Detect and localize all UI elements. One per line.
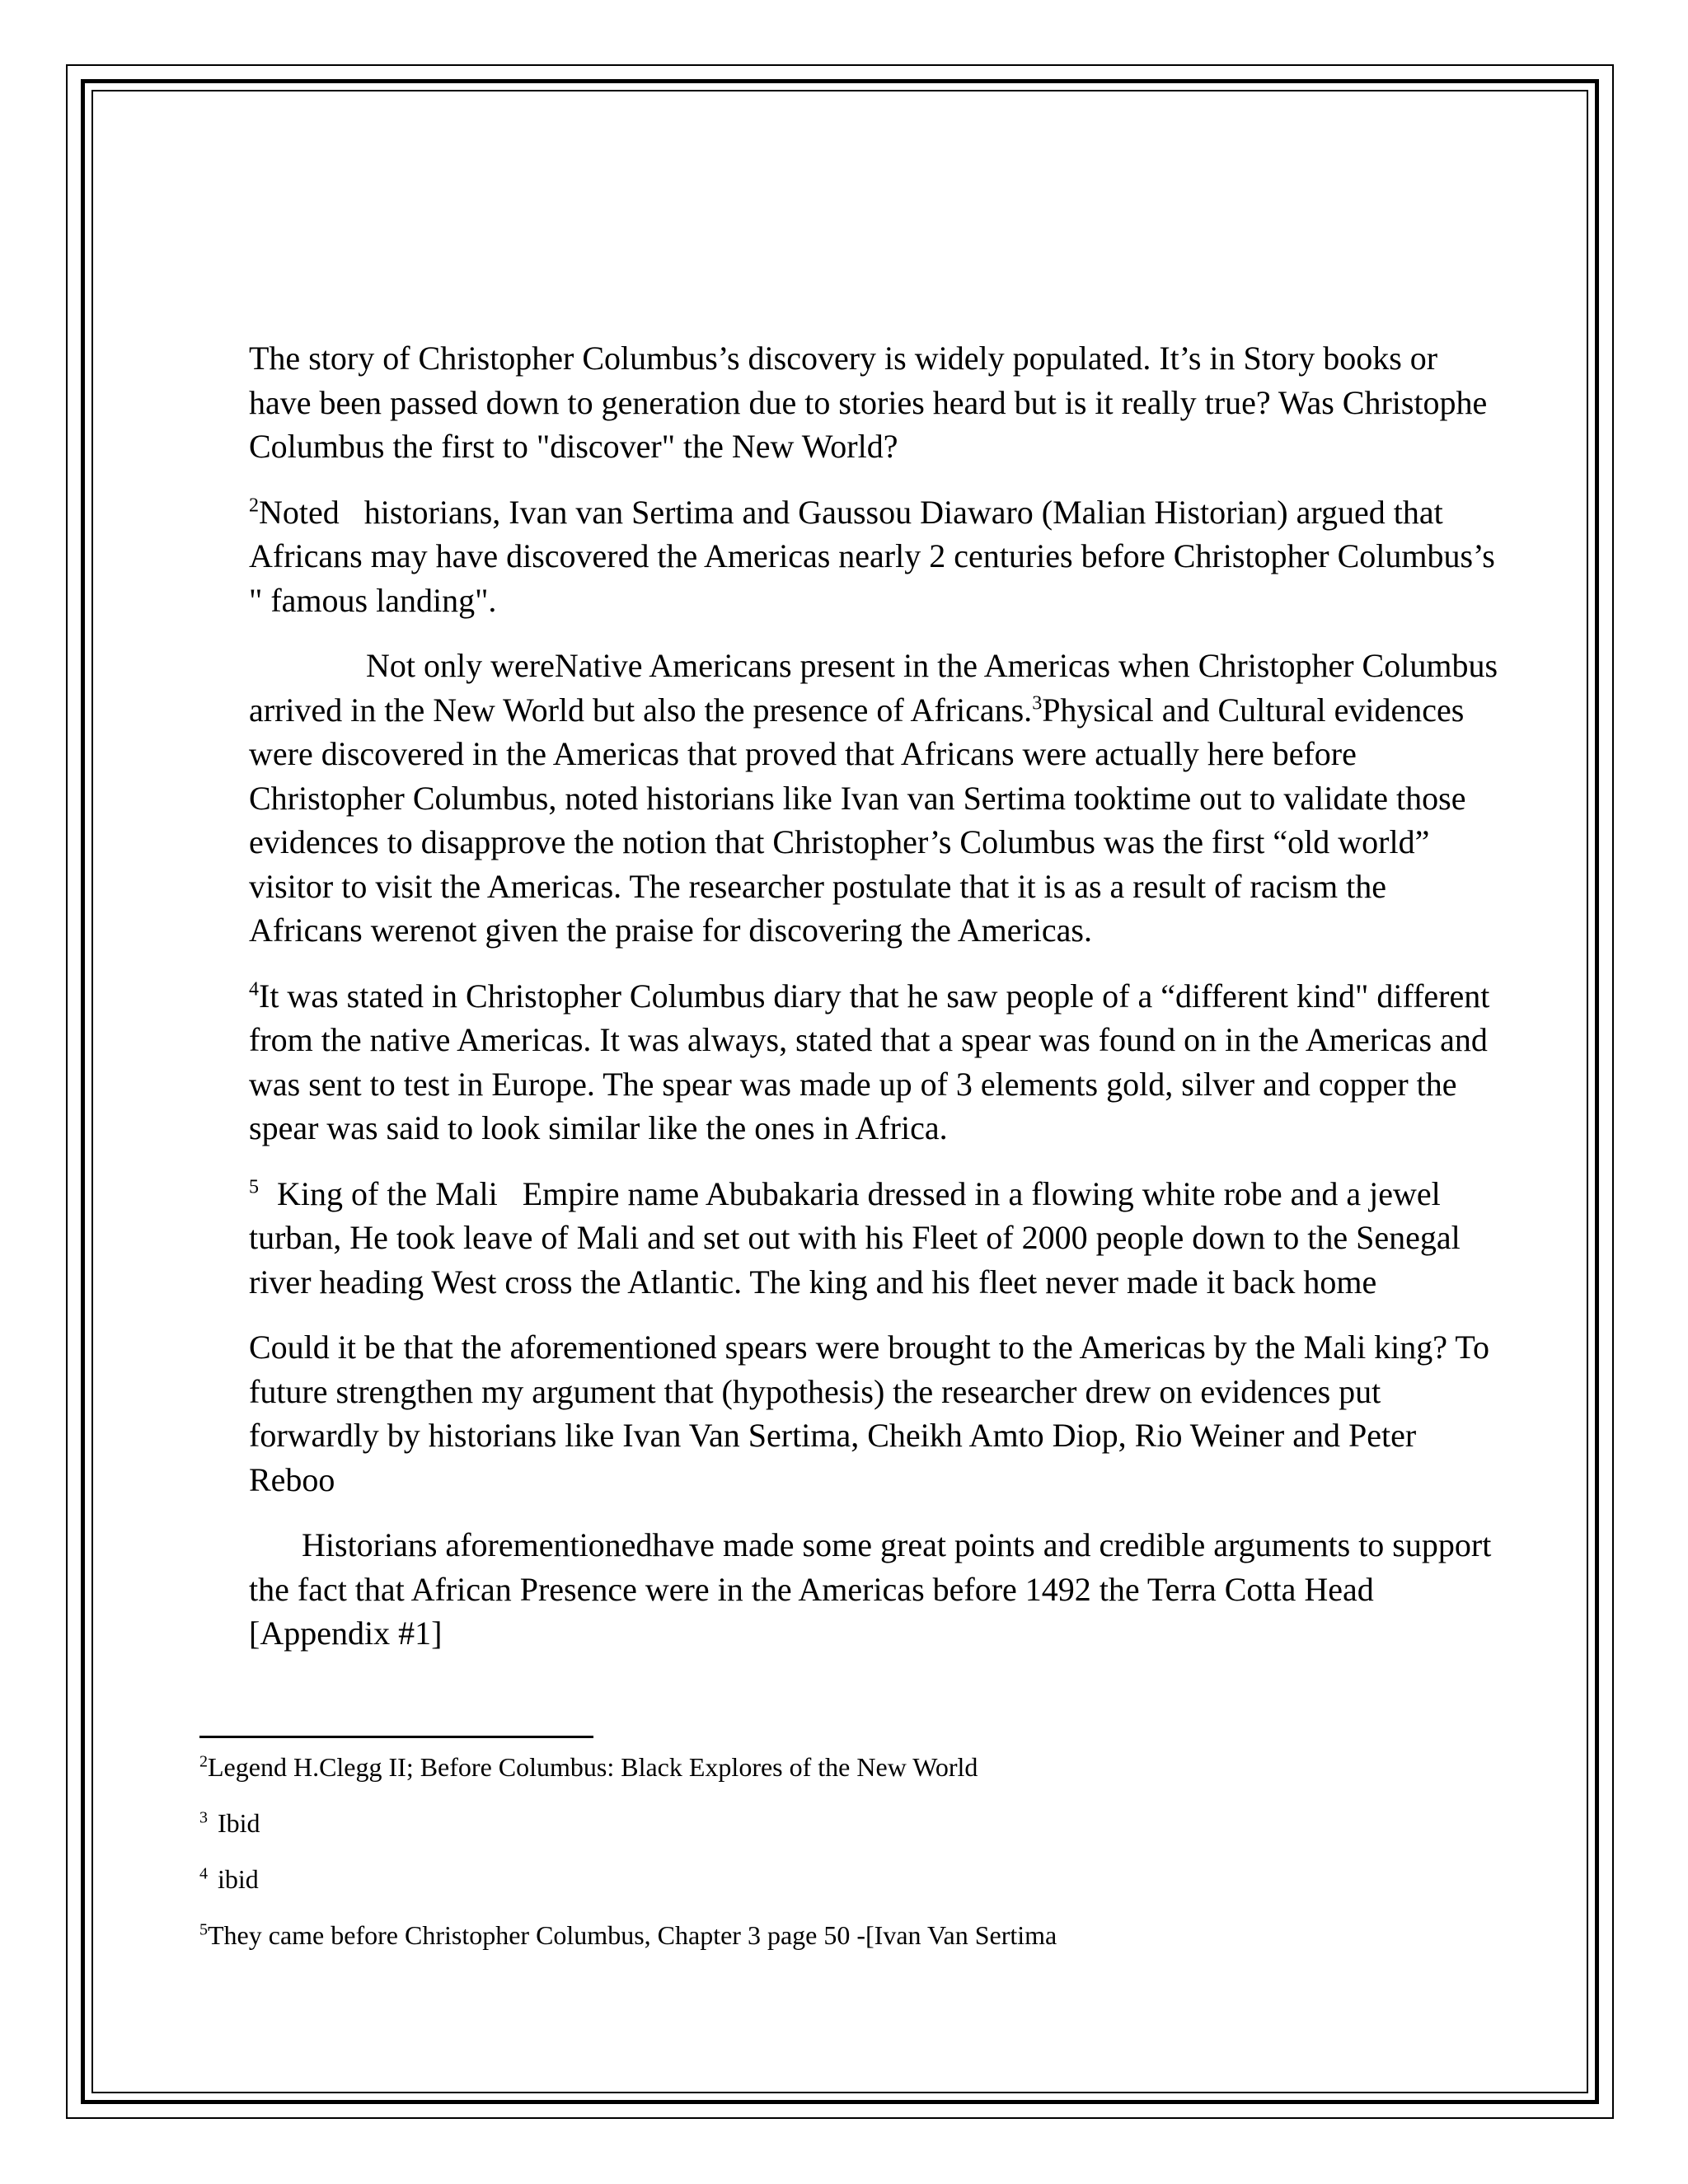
footnote-number: 2 bbox=[199, 1752, 208, 1771]
footnote-separator bbox=[199, 1736, 593, 1738]
paragraph-2 bbox=[249, 490, 1502, 623]
paragraph-5-text: King of the Mali Empire name Abubakaria dressed in a flowing white robe and a jewel turban, He took leave of Mali and set out with his Fleet of 2000 people down to the Senegal river heading West cross the Atlantic. The king and his fleet never made it back home bbox=[249, 1174, 1469, 1301]
paragraph-2-text: Noted historians, Ivan van Sertima and Gaussou Diawaro (Malian Historian) argued that Africans may have discovered the Americas nearly 2 centuries before Christopher Columbus’s " famous landing". bbox=[249, 493, 1503, 619]
footnote-number: 4 bbox=[199, 1864, 208, 1883]
footnote-text: ibid bbox=[218, 1864, 259, 1894]
footnote-3 bbox=[199, 1805, 1436, 1841]
footnote-text: Ibid bbox=[218, 1808, 260, 1838]
footnote-2 bbox=[199, 1749, 1436, 1785]
paragraph-1-text: The story of Christopher Columbus’s discovery is widely populated. It’s in Story books or have been passed down to generation due to stories heard but is it really true? Was Christophe Columbus the first to "discover" the New World? bbox=[249, 340, 1488, 465]
footnote-5 bbox=[199, 1917, 1436, 1953]
footnote-ref-2: 2 bbox=[249, 494, 259, 517]
footnote-ref-4: 4 bbox=[249, 978, 259, 1001]
paragraph-6-text: Could it be that the aforementioned spears were brought to the Americas by the Mali king? To future strengthen my argument that (hypothesis) the researcher drew on evidences put forwardly by historians like Ivan Van Sertima, Cheikh Amto Diop, Rio Weiner and Peter Reboo bbox=[249, 1329, 1489, 1498]
paragraph-4-text: It was stated in Christopher Columbus diary that he saw people of a “different kind" different from the native Americas. It was always, stated that a spear was found on in the Americas and was sent to test in Europe. The spear was made up of 3 elements gold, silver and copper the spear was said to look similar like the ones in Africa. bbox=[249, 977, 1490, 1146]
paragraph-7 bbox=[249, 1523, 1502, 1656]
footnote-text: They came before Christopher Columbus, Chapter 3 page 50 -[Ivan Van Sertima bbox=[208, 1920, 1057, 1950]
footnote-4 bbox=[199, 1861, 1436, 1897]
paragraph-7-text: Historians aforementionedhave made some great points and credible arguments to support the fact that African Presence were in the Americas before 1492 the Terra Cotta Head [Appendix #1] bbox=[249, 1526, 1492, 1652]
footnote-number: 5 bbox=[199, 1920, 208, 1939]
footnote-ref-3: 3 bbox=[1032, 692, 1043, 715]
paragraph-5 bbox=[249, 1172, 1502, 1305]
paragraph-1 bbox=[249, 336, 1502, 469]
paragraph-3-text-b: Physical and Cultural evidences were discovered in the Americas that proved that Africans were actually here before Christopher Columbus, noted historians like Ivan van Sertima tooktime out to validate those evidences to disapprove the notion that Christopher’s Columbus was the first “old world” visitor to visit the Americas. The researcher postulate that it is as a result of racism the Africans werenot given the praise for discovering the Americas. bbox=[249, 691, 1466, 949]
paragraph-3 bbox=[249, 644, 1502, 953]
footnotes bbox=[199, 1749, 1436, 1973]
body-text bbox=[249, 336, 1502, 1677]
paragraph-4 bbox=[249, 974, 1502, 1151]
footnote-text: Legend H.Clegg II; Before Columbus: Black Explores of the New World bbox=[208, 1752, 978, 1782]
footnote-ref-5: 5 bbox=[249, 1176, 259, 1198]
paragraph-3-text-a: Not only wereNative Americans present in the Americas when Christopher Columbus arrived in the New World but also the presence of Africans. bbox=[249, 647, 1498, 729]
footnote-number: 3 bbox=[199, 1808, 208, 1827]
paragraph-6 bbox=[249, 1325, 1502, 1502]
